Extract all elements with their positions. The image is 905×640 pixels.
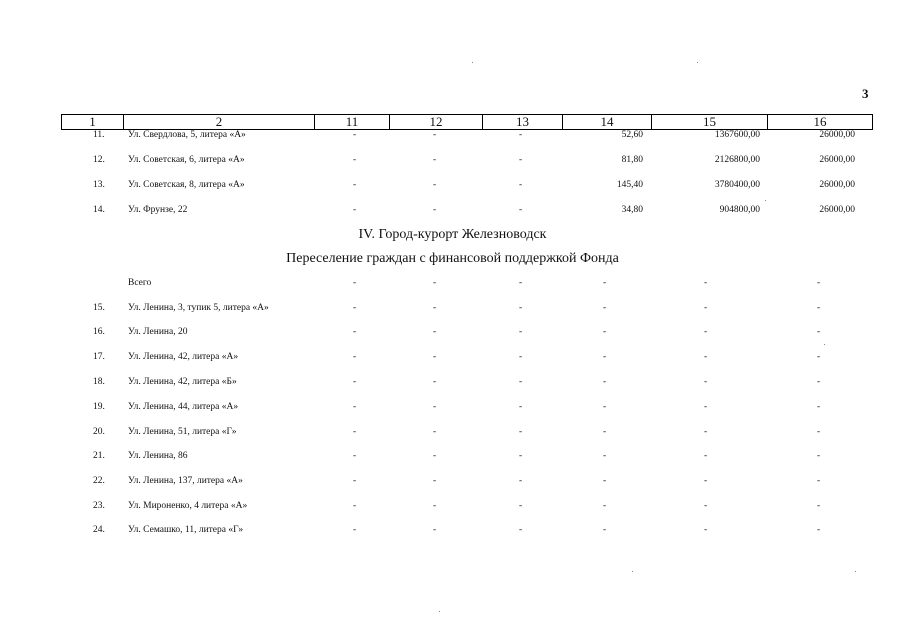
total-row <box>0 278 905 294</box>
row-number: 24. <box>93 525 105 535</box>
cell-13: - <box>519 402 523 412</box>
scan-speck <box>824 344 825 345</box>
cell-11: - <box>353 180 357 190</box>
cell-14: - <box>603 327 607 337</box>
row-number: 11. <box>93 130 105 140</box>
table-row <box>0 130 905 146</box>
table-row <box>0 352 905 368</box>
cell-14: 81,80 <box>621 155 643 165</box>
table-row <box>0 205 905 221</box>
section-title: IV. Город-курорт Железноводск <box>358 227 547 242</box>
cell-13: - <box>519 451 523 461</box>
row-number: 18. <box>93 377 105 387</box>
scan-speck <box>439 611 440 612</box>
cell-15: 1367600,00 <box>714 130 760 140</box>
header-cell-2: 2 <box>124 115 315 129</box>
page-number: 3 <box>862 86 869 101</box>
cell-13: - <box>519 205 523 215</box>
cell-15: 2126800,00 <box>714 155 760 165</box>
cell-16: - <box>817 476 821 486</box>
row-address: Ул. Ленина, 137, литера «А» <box>128 476 243 486</box>
cell-15: - <box>704 303 708 313</box>
cell-12: - <box>433 501 437 511</box>
cell-12: - <box>433 476 437 486</box>
cell-16: - <box>817 402 821 412</box>
header-cell-16: 16 <box>813 114 827 129</box>
cell-16: 26000,00 <box>819 205 855 215</box>
table-row <box>0 427 905 443</box>
row-number: 13. <box>93 180 105 190</box>
cell-13: - <box>519 501 523 511</box>
cell-15: - <box>704 402 708 412</box>
scan-speck <box>632 571 633 572</box>
row-number: 14. <box>93 205 105 215</box>
cell-11: - <box>353 130 357 140</box>
cell-14: - <box>603 278 607 288</box>
cell-13: - <box>519 525 523 535</box>
cell-15: - <box>704 525 708 535</box>
cell-16: 26000,00 <box>819 180 855 190</box>
cell-14: - <box>603 501 607 511</box>
row-address: Ул. Ленина, 44, литера «А» <box>128 402 239 412</box>
cell-12: - <box>433 155 437 165</box>
cell-12: - <box>433 327 437 337</box>
cell-12: - <box>433 278 437 288</box>
cell-13: - <box>519 278 523 288</box>
cell-13: - <box>519 130 523 140</box>
row-address: Ул. Ленина, 3, тупик 5, литера «А» <box>128 303 269 313</box>
table-header-row <box>61 114 873 130</box>
cell-16: 26000,00 <box>819 155 855 165</box>
cell-11: - <box>353 303 357 313</box>
cell-14: 34,80 <box>621 205 643 215</box>
cell-16: - <box>817 377 821 387</box>
header-cell-12: 12 <box>390 115 483 129</box>
cell-12: - <box>433 377 437 387</box>
row-address: Ул. Ленина, 86 <box>128 451 188 461</box>
cell-14: - <box>603 476 607 486</box>
cell-13: - <box>519 377 523 387</box>
cell-14: - <box>603 377 607 387</box>
cell-15: 3780400,00 <box>714 180 760 190</box>
cell-11: - <box>353 427 357 437</box>
row-number: 16. <box>93 327 105 337</box>
row-address: Ул. Фрунзе, 22 <box>128 205 188 215</box>
cell-15: - <box>704 451 708 461</box>
header-cell-15: 15 <box>652 115 768 129</box>
cell-16: - <box>817 278 821 288</box>
cell-14: - <box>603 427 607 437</box>
cell-11: - <box>353 525 357 535</box>
cell-16: - <box>817 327 821 337</box>
scan-speck <box>472 62 473 63</box>
cell-13: - <box>519 327 523 337</box>
table-row <box>0 180 905 196</box>
cell-15: - <box>704 352 708 362</box>
table-row <box>0 327 905 343</box>
scan-speck <box>765 200 766 201</box>
cell-12: - <box>433 402 437 412</box>
cell-15: - <box>704 327 708 337</box>
cell-13: - <box>519 352 523 362</box>
table-row <box>0 451 905 467</box>
cell-14: - <box>603 525 607 535</box>
row-address: Ул. Свердлова, 5, литера «А» <box>128 130 246 140</box>
cell-15: - <box>704 377 708 387</box>
row-address: Ул. Ленина, 42, литера «Б» <box>128 377 237 387</box>
cell-11: - <box>353 352 357 362</box>
cell-13: - <box>519 427 523 437</box>
header-cell-11: 11 <box>315 115 390 129</box>
cell-15: - <box>704 278 708 288</box>
cell-16: - <box>817 451 821 461</box>
cell-12: - <box>433 451 437 461</box>
cell-11: - <box>353 476 357 486</box>
cell-15: 904800,00 <box>719 205 760 215</box>
cell-11: - <box>353 278 357 288</box>
row-address: Ул. Ленина, 42, литера «А» <box>128 352 239 362</box>
table-row <box>0 155 905 171</box>
cell-14: - <box>603 352 607 362</box>
row-number: 15. <box>93 303 105 313</box>
total-label: Всего <box>128 278 152 288</box>
cell-12: - <box>433 205 437 215</box>
cell-16: 26000,00 <box>819 130 855 140</box>
cell-15: - <box>704 501 708 511</box>
scan-speck <box>697 62 698 63</box>
cell-15: - <box>704 476 708 486</box>
cell-11: - <box>353 451 357 461</box>
row-address: Ул. Советская, 8, литера «А» <box>128 180 245 190</box>
cell-13: - <box>519 180 523 190</box>
row-address: Ул. Мироненко, 4 литера «А» <box>128 501 248 511</box>
section-subtitle: Переселение граждан с финансовой поддержкой Фонда <box>286 251 619 266</box>
cell-14: - <box>603 402 607 412</box>
cell-14: - <box>603 303 607 313</box>
cell-12: - <box>433 180 437 190</box>
cell-11: - <box>353 327 357 337</box>
row-number: 12. <box>93 155 105 165</box>
cell-13: - <box>519 476 523 486</box>
row-number: 21. <box>93 451 105 461</box>
row-address: Ул. Ленина, 51, литера «Г» <box>128 427 237 437</box>
cell-12: - <box>433 130 437 140</box>
row-number: 22. <box>93 476 105 486</box>
table-row <box>0 501 905 517</box>
cell-12: - <box>433 427 437 437</box>
table-row <box>0 402 905 418</box>
row-address: Ул. Семашко, 11, литера «Г» <box>128 525 244 535</box>
row-number: 20. <box>93 427 105 437</box>
header-cell-13: 13 <box>483 115 563 129</box>
cell-14: 52,60 <box>621 130 643 140</box>
cell-16: - <box>817 501 821 511</box>
cell-11: - <box>353 205 357 215</box>
cell-16: - <box>817 525 821 535</box>
cell-13: - <box>519 303 523 313</box>
table-row <box>0 377 905 393</box>
cell-12: - <box>433 352 437 362</box>
cell-11: - <box>353 501 357 511</box>
cell-12: - <box>433 525 437 535</box>
table-row <box>0 525 905 541</box>
scan-speck <box>855 571 856 572</box>
header-cell-14: 14 <box>563 115 652 129</box>
cell-13: - <box>519 155 523 165</box>
cell-11: - <box>353 402 357 412</box>
header-cell-1: 1 <box>62 115 124 129</box>
cell-14: 145,40 <box>616 180 643 190</box>
cell-16: - <box>817 303 821 313</box>
cell-12: - <box>433 303 437 313</box>
row-number: 19. <box>93 402 105 412</box>
row-address: Ул. Ленина, 20 <box>128 327 188 337</box>
row-number: 17. <box>93 352 105 362</box>
row-address: Ул. Советская, 6, литера «А» <box>128 155 245 165</box>
cell-15: - <box>704 427 708 437</box>
cell-14: - <box>603 451 607 461</box>
cell-16: - <box>817 352 821 362</box>
table-row <box>0 476 905 492</box>
cell-11: - <box>353 155 357 165</box>
table-row <box>0 303 905 319</box>
cell-11: - <box>353 377 357 387</box>
cell-16: - <box>817 427 821 437</box>
row-number: 23. <box>93 501 105 511</box>
